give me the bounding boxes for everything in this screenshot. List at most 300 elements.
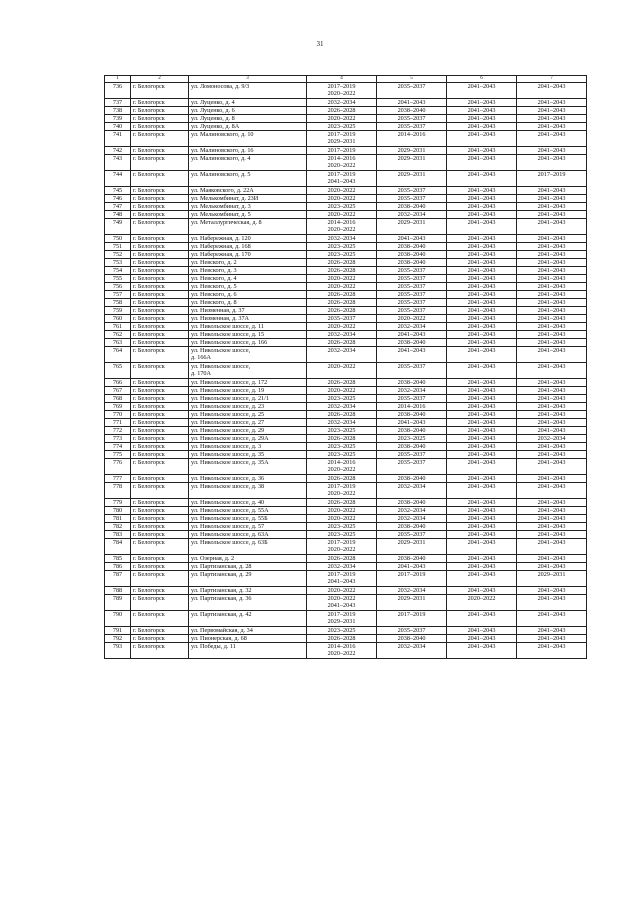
cell-text-line: 741 <box>112 131 123 138</box>
cell-text-line: 2041–2043 <box>397 419 426 426</box>
cell-text-line: г. Белогорск <box>133 587 165 594</box>
city-cell <box>131 267 189 275</box>
cell-text-line: г. Белогорск <box>133 499 165 506</box>
cell-text-line: 789 <box>112 595 123 602</box>
cell-text-line: 769 <box>112 403 123 410</box>
cell-text-line: 2026–2028 <box>327 107 356 114</box>
cell-text-line: 770 <box>112 411 123 418</box>
table-row <box>105 275 587 283</box>
period-cell-6 <box>447 611 517 627</box>
city-cell <box>131 323 189 331</box>
cell-text-line: 2041–2043 <box>467 451 496 458</box>
table-row <box>105 339 587 347</box>
cell-text-line: 2041–2043 <box>467 435 496 442</box>
cell-text-line: г. Белогорск <box>133 331 165 338</box>
city-cell <box>131 483 189 499</box>
cell-text-line: 2035–2037 <box>397 299 426 306</box>
city-cell <box>131 283 189 291</box>
cell-text-line: 2032–2034 <box>397 643 426 650</box>
address-cell <box>189 379 307 387</box>
cell-text-line: 2041–2043 <box>467 379 496 386</box>
row-number-cell <box>105 299 131 307</box>
table-row <box>105 627 587 635</box>
row-number-cell <box>105 307 131 315</box>
period-cell-5 <box>377 291 447 299</box>
cell-text-line: 2041–2043 <box>537 219 566 226</box>
address-cell <box>189 147 307 155</box>
period-cell-4 <box>307 99 377 107</box>
period-cell-5 <box>377 443 447 451</box>
cell-text-line: г. Белогорск <box>133 523 165 530</box>
address-cell <box>189 331 307 339</box>
cell-text-line: 2041–2043 <box>467 611 496 618</box>
cell-text-line: г. Белогорск <box>133 611 165 618</box>
period-cell-7 <box>517 635 587 643</box>
period-cell-7 <box>517 459 587 475</box>
period-cell-5 <box>377 107 447 115</box>
period-cell-4 <box>307 475 377 483</box>
city-cell <box>131 259 189 267</box>
cell-text-line: 772 <box>112 427 123 434</box>
cell-text-line: 778 <box>112 483 123 490</box>
cell-text-line: ул. Никольское шоссе, <box>191 347 251 354</box>
cell-text-line: 2041–2043 <box>467 635 496 642</box>
period-cell-6 <box>447 395 517 403</box>
period-cell-7 <box>517 403 587 411</box>
period-cell-4 <box>307 187 377 195</box>
row-number-cell <box>105 347 131 363</box>
row-number-cell <box>105 563 131 571</box>
period-cell-5 <box>377 459 447 475</box>
cell-text-line: 763 <box>112 339 123 346</box>
cell-text-line: 2023–2025 <box>327 395 356 402</box>
cell-text-line: г. Белогорск <box>133 387 165 394</box>
cell-text-line: 2035–2037 <box>397 307 426 314</box>
period-cell-5 <box>377 323 447 331</box>
period-cell-4 <box>307 347 377 363</box>
address-cell <box>189 243 307 251</box>
cell-text-line: 2041–2043 <box>467 411 496 418</box>
cell-text-line: ул. Никольское шоссе, д. 63Б <box>191 539 268 546</box>
cell-text-line: 2041–2043 <box>397 331 426 338</box>
period-cell-6 <box>447 107 517 115</box>
table-row <box>105 235 587 243</box>
period-cell-4 <box>307 507 377 515</box>
cell-text-line: ул. Никольское шоссе, д. 40 <box>191 499 265 506</box>
cell-text-line: 781 <box>112 515 123 522</box>
cell-text-line: 2041–2043 <box>467 571 496 578</box>
cell-text-line: 2035–2037 <box>397 187 426 194</box>
period-cell-7 <box>517 443 587 451</box>
cell-text-line: 2041–2043 <box>537 419 566 426</box>
cell-text-line: г. Белогорск <box>133 411 165 418</box>
period-cell-7 <box>517 115 587 123</box>
period-cell-7 <box>517 323 587 331</box>
cell-text-line: 2041–2043 <box>537 99 566 106</box>
period-cell-6 <box>447 379 517 387</box>
row-number-cell <box>105 531 131 539</box>
table-row <box>105 347 587 363</box>
period-cell-7 <box>517 587 587 595</box>
cell-text-line: 2038–2040 <box>397 379 426 386</box>
cell-text-line: 2026–2028 <box>327 435 356 442</box>
period-cell-5 <box>377 235 447 243</box>
row-number-cell <box>105 291 131 299</box>
period-cell-5 <box>377 299 447 307</box>
cell-text-line: г. Белогорск <box>133 507 165 514</box>
period-cell-4 <box>307 107 377 115</box>
cell-text-line: 2020–2022 <box>327 162 356 169</box>
cell-text-line: 2035–2037 <box>397 83 426 90</box>
period-cell-6 <box>447 427 517 435</box>
city-cell <box>131 243 189 251</box>
period-cell-6 <box>447 267 517 275</box>
cell-text-line: г. Белогорск <box>133 291 165 298</box>
period-cell-6 <box>447 243 517 251</box>
period-cell-6 <box>447 323 517 331</box>
cell-text-line: 2026–2028 <box>327 475 356 482</box>
row-number-cell <box>105 483 131 499</box>
table-row <box>105 123 587 131</box>
period-cell-6 <box>447 315 517 323</box>
table-row <box>105 395 587 403</box>
cell-text-line: 2026–2028 <box>327 259 356 266</box>
cell-text-line: 2041–2043 <box>537 379 566 386</box>
address-cell <box>189 99 307 107</box>
row-number-cell <box>105 275 131 283</box>
cell-text-line: 2026–2028 <box>327 291 356 298</box>
cell-text-line: 2035–2037 <box>397 627 426 634</box>
period-cell-4 <box>307 435 377 443</box>
cell-text-line: 2023–2025 <box>327 251 356 258</box>
period-cell-5 <box>377 427 447 435</box>
period-cell-5 <box>377 515 447 523</box>
period-cell-5 <box>377 379 447 387</box>
address-cell <box>189 291 307 299</box>
cell-text-line: г. Белогорск <box>133 427 165 434</box>
row-number-cell <box>105 107 131 115</box>
cell-text-line: 2032–2034 <box>397 515 426 522</box>
address-cell <box>189 419 307 427</box>
table-row <box>105 539 587 555</box>
period-cell-5 <box>377 363 447 379</box>
cell-text-line: 2041–2043 <box>537 307 566 314</box>
cell-text-line: г. Белогорск <box>133 219 165 226</box>
table-row <box>105 507 587 515</box>
cell-text-line: 2038–2040 <box>397 475 426 482</box>
period-cell-4 <box>307 235 377 243</box>
cell-text-line: 2041–2043 <box>537 531 566 538</box>
period-cell-4 <box>307 451 377 459</box>
cell-text-line: ул. Партизанская, д. 36 <box>191 595 252 602</box>
table-row <box>105 595 587 611</box>
period-cell-4 <box>307 643 377 659</box>
table-row <box>105 155 587 171</box>
cell-text-line: 2041–2043 <box>537 635 566 642</box>
cell-text-line: 2041–2043 <box>467 443 496 450</box>
table-row <box>105 363 587 379</box>
cell-text-line: 2035–2037 <box>327 315 356 322</box>
period-cell-7 <box>517 643 587 659</box>
period-cell-6 <box>447 587 517 595</box>
cell-text-line: 2038–2040 <box>397 427 426 434</box>
period-cell-7 <box>517 307 587 315</box>
period-cell-4 <box>307 115 377 123</box>
city-cell <box>131 131 189 147</box>
cell-text-line: 2017–2019 <box>327 131 356 138</box>
cell-text-line: ул. Металлургическая, д. 8 <box>191 219 262 226</box>
cell-text-line: 2041–2043 <box>467 523 496 530</box>
period-cell-7 <box>517 187 587 195</box>
cell-text-line: ул. Ломоносова, д. 9/3 <box>191 83 250 90</box>
cell-text-line: 2014–2016 <box>327 155 356 162</box>
period-cell-7 <box>517 123 587 131</box>
period-cell-7 <box>517 379 587 387</box>
table-row <box>105 611 587 627</box>
cell-text-line: 2020–2022 <box>327 363 356 370</box>
table-row <box>105 411 587 419</box>
row-number-cell <box>105 523 131 531</box>
cell-text-line: 2041–2043 <box>467 283 496 290</box>
cell-text-line: г. Белогорск <box>133 267 165 274</box>
period-cell-6 <box>447 155 517 171</box>
city-cell <box>131 347 189 363</box>
period-cell-7 <box>517 195 587 203</box>
cell-text-line: 2023–2025 <box>327 427 356 434</box>
cell-text-line: г. Белогорск <box>133 571 165 578</box>
city-cell <box>131 507 189 515</box>
period-cell-7 <box>517 595 587 611</box>
cell-text-line: ул. Маяковского, д. 22А <box>191 187 254 194</box>
city-cell <box>131 211 189 219</box>
cell-text-line: 749 <box>112 219 123 226</box>
row-number-cell <box>105 571 131 587</box>
cell-text-line: 2041–2043 <box>537 259 566 266</box>
address-cell <box>189 483 307 499</box>
cell-text-line: ул. Луценко, д. 6 <box>191 107 235 114</box>
address-cell <box>189 211 307 219</box>
cell-text-line: 2041–2043 <box>537 395 566 402</box>
cell-text-line: 743 <box>112 155 123 162</box>
cell-text-line: 2041–2043 <box>467 515 496 522</box>
cell-text-line: 2041–2043 <box>467 395 496 402</box>
period-cell-4 <box>307 531 377 539</box>
period-cell-5 <box>377 403 447 411</box>
cell-text-line: 2041–2043 <box>467 563 496 570</box>
period-cell-5 <box>377 283 447 291</box>
cell-text-line: д. 170А <box>191 370 211 377</box>
cell-text-line: 2026–2028 <box>327 339 356 346</box>
period-cell-6 <box>447 339 517 347</box>
table-row <box>105 251 587 259</box>
period-cell-7 <box>517 507 587 515</box>
row-number-cell <box>105 259 131 267</box>
cell-text-line: 2041–2043 <box>467 307 496 314</box>
cell-text-line: г. Белогорск <box>133 99 165 106</box>
cell-text-line: г. Белогорск <box>133 395 165 402</box>
cell-text-line: 2023–2025 <box>327 203 356 210</box>
cell-text-line: г. Белогорск <box>133 435 165 442</box>
cell-text-line: 777 <box>112 475 123 482</box>
cell-text-line: 2032–2034 <box>327 347 356 354</box>
cell-text-line: г. Белогорск <box>133 187 165 194</box>
table-row <box>105 315 587 323</box>
cell-text-line: 2041–2043 <box>537 443 566 450</box>
city-cell <box>131 307 189 315</box>
row-number-cell <box>105 539 131 555</box>
cell-text-line: ул. Низменная, д. 37А <box>191 315 250 322</box>
period-cell-6 <box>447 211 517 219</box>
period-cell-4 <box>307 195 377 203</box>
city-cell <box>131 563 189 571</box>
address-cell <box>189 571 307 587</box>
period-cell-6 <box>447 187 517 195</box>
period-cell-7 <box>517 283 587 291</box>
cell-text-line: 2029–2031 <box>327 618 356 625</box>
cell-text-line: 782 <box>112 523 123 530</box>
table-row <box>105 307 587 315</box>
period-cell-7 <box>517 483 587 499</box>
address-cell <box>189 219 307 235</box>
period-cell-5 <box>377 203 447 211</box>
cell-text-line: 2017–2019 <box>327 483 356 490</box>
cell-text-line: 2026–2028 <box>327 379 356 386</box>
cell-text-line: г. Белогорск <box>133 627 165 634</box>
period-cell-5 <box>377 475 447 483</box>
cell-text-line: 2014–2016 <box>327 459 356 466</box>
city-cell <box>131 99 189 107</box>
cell-text-line: ул. Никольское шоссе, д. 55Б <box>191 515 268 522</box>
cell-text-line: 2020–2022 <box>327 195 356 202</box>
cell-text-line: г. Белогорск <box>133 283 165 290</box>
column-header: 2 <box>131 76 189 83</box>
cell-text-line: ул. Малиновского, д. 5 <box>191 171 251 178</box>
cell-text-line: 2020–2022 <box>327 490 356 497</box>
cell-text-line: ул. Никольское шоссе, д. 57 <box>191 523 265 530</box>
period-cell-6 <box>447 331 517 339</box>
period-cell-7 <box>517 531 587 539</box>
period-cell-6 <box>447 459 517 475</box>
period-cell-4 <box>307 419 377 427</box>
period-cell-6 <box>447 515 517 523</box>
address-cell <box>189 83 307 99</box>
cell-text-line: 779 <box>112 499 123 506</box>
cell-text-line: 2041–2043 <box>467 147 496 154</box>
period-cell-6 <box>447 507 517 515</box>
cell-text-line: 2020–2022 <box>327 187 356 194</box>
cell-text-line: 759 <box>112 307 123 314</box>
row-number-cell <box>105 395 131 403</box>
row-number-cell <box>105 323 131 331</box>
cell-text-line: г. Белогорск <box>133 515 165 522</box>
period-cell-7 <box>517 107 587 115</box>
cell-text-line: ул. Никольское шоссе, д. 55А <box>191 507 269 514</box>
city-cell <box>131 203 189 211</box>
cell-text-line: г. Белогорск <box>133 563 165 570</box>
cell-text-line: 2041–2043 <box>537 363 566 370</box>
period-cell-6 <box>447 635 517 643</box>
row-number-cell <box>105 155 131 171</box>
address-cell <box>189 403 307 411</box>
cell-text-line: 2041–2043 <box>537 643 566 650</box>
cell-text-line: 2041–2043 <box>467 251 496 258</box>
cell-text-line: 2020–2022 <box>327 546 356 553</box>
cell-text-line: 2041–2043 <box>467 331 496 338</box>
cell-text-line: ул. Никольское шоссе, д. 21/1 <box>191 395 269 402</box>
cell-text-line: ул. Невского, д. 4 <box>191 275 237 282</box>
cell-text-line: г. Белогорск <box>133 459 165 466</box>
cell-text-line: ул. Невского, д. 6 <box>191 291 237 298</box>
address-cell <box>189 283 307 291</box>
cell-text-line: 736 <box>112 83 123 90</box>
period-cell-4 <box>307 515 377 523</box>
period-cell-6 <box>447 235 517 243</box>
row-number-cell <box>105 611 131 627</box>
period-cell-6 <box>447 259 517 267</box>
cell-text-line: г. Белогорск <box>133 475 165 482</box>
period-cell-6 <box>447 571 517 587</box>
cell-text-line: г. Белогорск <box>133 379 165 386</box>
period-cell-7 <box>517 475 587 483</box>
city-cell <box>131 123 189 131</box>
period-cell-5 <box>377 347 447 363</box>
period-cell-5 <box>377 131 447 147</box>
period-cell-6 <box>447 531 517 539</box>
address-cell <box>189 531 307 539</box>
cell-text-line: 739 <box>112 115 123 122</box>
period-cell-7 <box>517 275 587 283</box>
address-cell <box>189 123 307 131</box>
cell-text-line: ул. Партизанская, д. 42 <box>191 611 252 618</box>
period-cell-5 <box>377 387 447 395</box>
row-number-cell <box>105 507 131 515</box>
cell-text-line: 2041–2043 <box>467 299 496 306</box>
cell-text-line: 2041–2043 <box>537 147 566 154</box>
cell-text-line: ул. Никольское шоссе, д. 38 <box>191 483 265 490</box>
cell-text-line: 2020–2022 <box>327 387 356 394</box>
period-cell-6 <box>447 475 517 483</box>
table-row <box>105 515 587 523</box>
cell-text-line: ул. Первомайская, д. 34 <box>191 627 253 634</box>
row-number-cell <box>105 387 131 395</box>
cell-text-line: 2041–2043 <box>467 459 496 466</box>
period-cell-6 <box>447 115 517 123</box>
page-number: 31 <box>316 40 324 48</box>
column-header: 7 <box>517 76 587 83</box>
cell-text-line: 2041–2043 <box>537 427 566 434</box>
cell-text-line: 2017–2019 <box>327 147 356 154</box>
cell-text-line: 2020–2022 <box>327 587 356 594</box>
cell-text-line: г. Белогорск <box>133 347 165 354</box>
address-cell <box>189 451 307 459</box>
city-cell <box>131 459 189 475</box>
cell-text-line: ул. Набережная, д. 170 <box>191 251 251 258</box>
period-cell-5 <box>377 595 447 611</box>
address-cell <box>189 275 307 283</box>
cell-text-line: ул. Невского, д. 2 <box>191 259 237 266</box>
row-number-cell <box>105 443 131 451</box>
city-cell <box>131 427 189 435</box>
period-cell-5 <box>377 155 447 171</box>
period-cell-6 <box>447 411 517 419</box>
cell-text-line: 2020–2022 <box>467 595 496 602</box>
address-cell <box>189 435 307 443</box>
cell-text-line: 2041–2043 <box>537 483 566 490</box>
cell-text-line: 773 <box>112 435 123 442</box>
period-cell-4 <box>307 155 377 171</box>
cell-text-line: 2020–2022 <box>327 650 356 657</box>
period-cell-4 <box>307 291 377 299</box>
